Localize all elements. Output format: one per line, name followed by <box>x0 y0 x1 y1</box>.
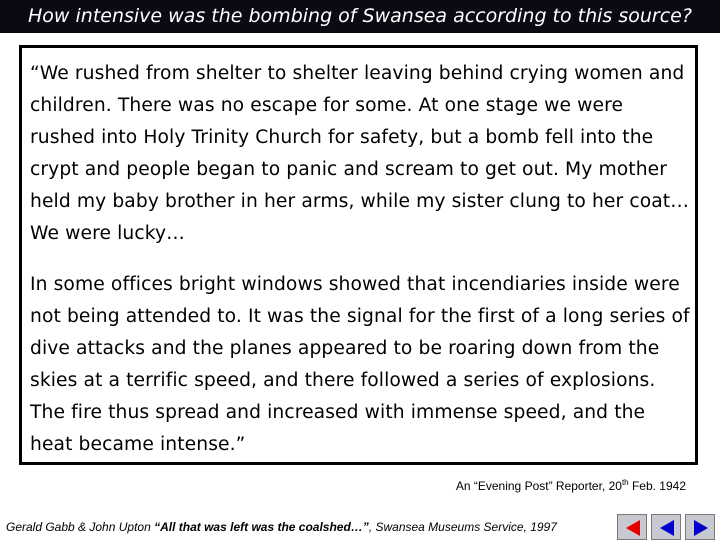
previous-slide-icon <box>652 515 682 541</box>
previous-slide-button[interactable] <box>651 514 681 540</box>
attribution-prefix: An “Evening Post” Reporter, 20 <box>455 479 622 493</box>
title-bar <box>0 0 720 33</box>
page-title: How intensive was the bombing of Swansea according to this source? <box>28 5 692 27</box>
attribution-ordinal: th <box>621 478 629 487</box>
citation-book-title: “All that was left was the coalshed…” <box>154 520 369 534</box>
citation-publisher: , Swansea Museums Service, 1997 <box>368 520 557 534</box>
next-slide-button[interactable] <box>685 514 715 540</box>
source-paragraph-2: In some offices bright windows showed that incendiaries inside were not being attended to. It was the signal for the first of a long series of dive attacks and the planes appeared to be roaring down from the skies at a terrific speed, and there followed a series of explosions. The fire thus spread and increased with immense speed, and the heat became intense.” <box>30 274 690 455</box>
source-paragraph-1: “We rushed from shelter to shelter leaving behind crying women and children. There was no escape for some. At one stage we were rushed into Holy Trinity Church for safety, but a bomb fell into the crypt and people began to panic and scream to get out. My mother held my baby brother in her arms, while my sister clung to her coat…We were lucky… <box>30 63 689 244</box>
attribution-suffix: Feb. 1942 <box>628 479 686 493</box>
next-slide-icon <box>686 515 716 541</box>
footer-citation <box>6 520 557 534</box>
citation-authors: Gerald Gabb & John Upton <box>6 520 155 534</box>
source-quote-box <box>19 45 698 465</box>
first-slide-button[interactable] <box>617 514 647 540</box>
source-attribution <box>456 478 686 493</box>
first-slide-icon <box>618 515 648 541</box>
